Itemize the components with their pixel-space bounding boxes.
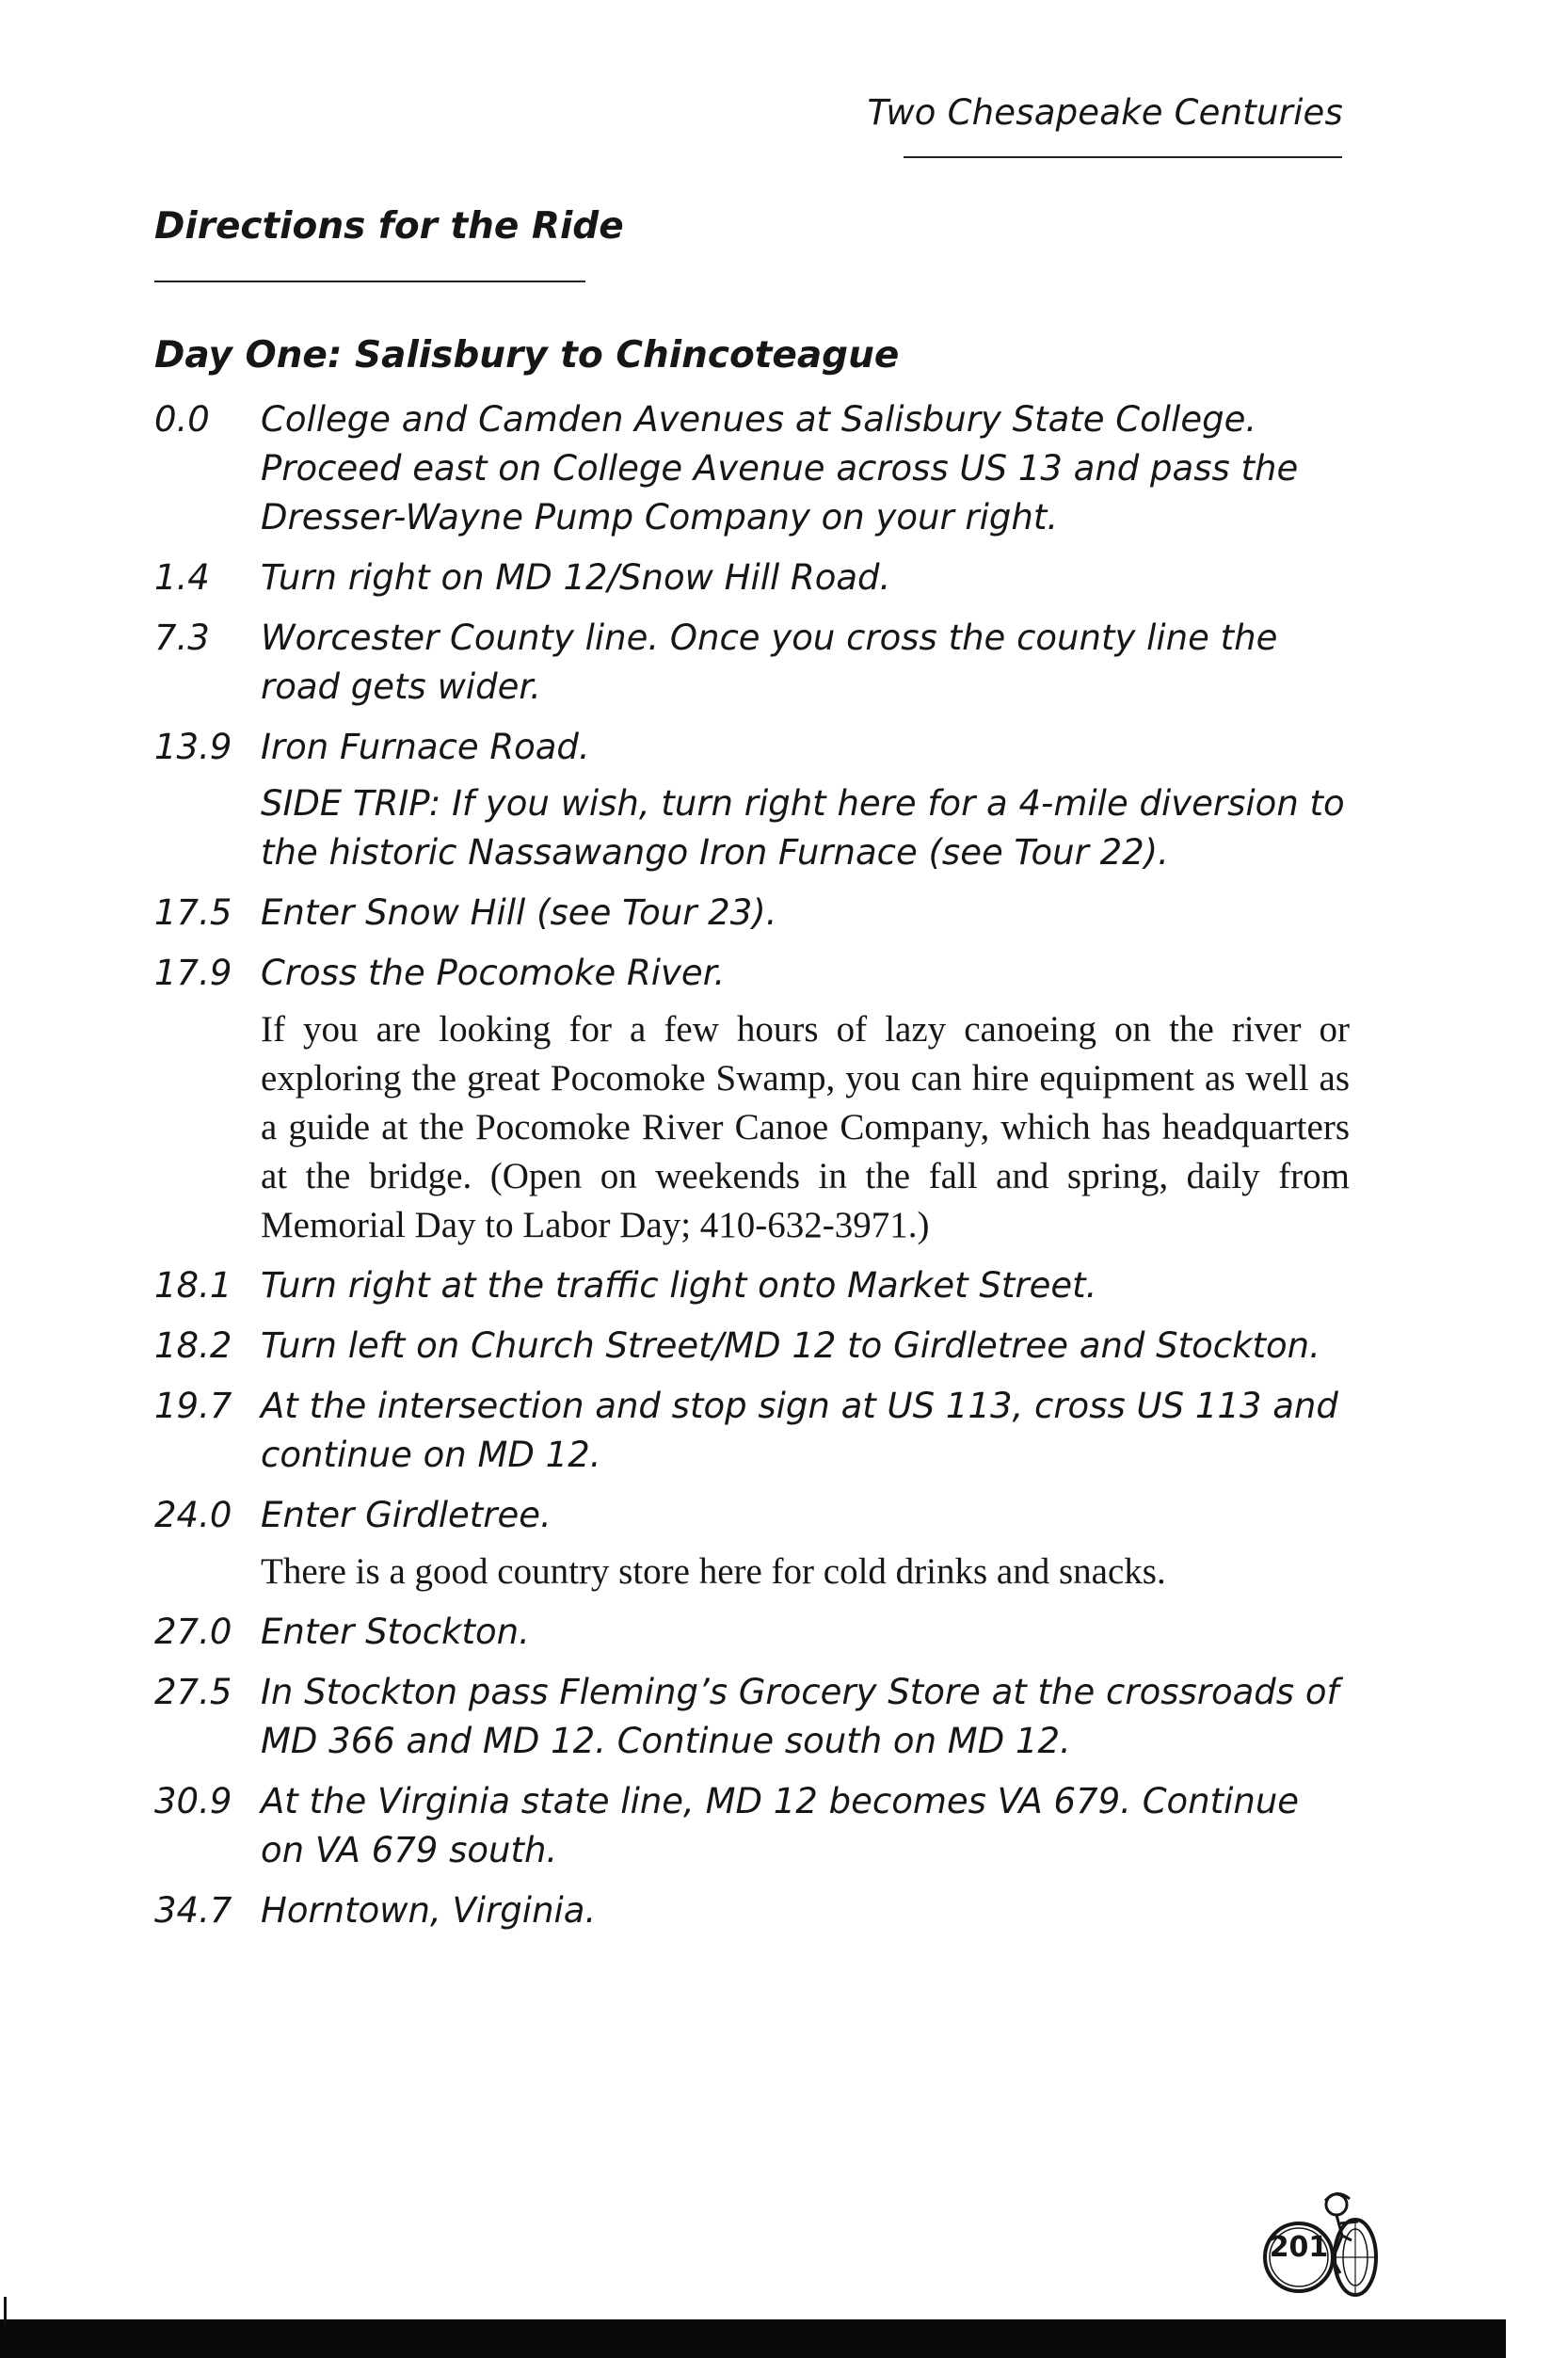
cue-mileage: 17.9 (154, 953, 232, 993)
cue-mileage: 18.1 (154, 1265, 232, 1306)
cue-text: College and Camden Avenues at Salisbury State College. Proceed east on College Avenue across US 13 and pass the Dresser-Wayne Pump Company on your right. (261, 399, 1299, 537)
cue-text: Enter Girdletree. (261, 1495, 552, 1535)
cue-text: At the Virginia state line, MD 12 becomes VA 679. Continue on VA 679 south. (261, 1781, 1300, 1870)
cue-mileage: 13.9 (154, 727, 232, 767)
cue-text: Iron Furnace Road. (261, 727, 590, 767)
section-title: Directions for the Ride (154, 205, 624, 248)
running-head-rule (904, 156, 1342, 158)
cue-mileage: 19.7 (154, 1386, 232, 1426)
page-number: 201 (1269, 2231, 1329, 2264)
cue-mileage: 30.9 (154, 1781, 232, 1821)
cue-item (154, 1886, 1350, 1935)
cue-mileage: 27.5 (154, 1672, 232, 1712)
running-head: Two Chesapeake Centuries (867, 92, 1343, 133)
cue-item (154, 1322, 1350, 1371)
cue-text: Cross the Pocomoke River. (261, 953, 726, 993)
section-title-rule (154, 281, 585, 282)
cue-item (154, 614, 1350, 712)
cue-mileage: 0.0 (154, 399, 210, 440)
cue-mileage: 18.2 (154, 1325, 232, 1366)
side-trip-note: SIDE TRIP: If you wish, turn right here for a 4-mile diversion to the historic Nassawango Iron Furnace (see Tour 22). (261, 783, 1345, 873)
cue-text: Turn right on MD 12/Snow Hill Road. (261, 557, 891, 598)
cue-text: Enter Snow Hill (see Tour 23). (261, 892, 777, 933)
cue-text: Turn left on Church Street/MD 12 to Girdletree and Stockton. (261, 1325, 1320, 1366)
cue-text: Turn right at the traffic light onto Market Street. (261, 1265, 1097, 1306)
cue-text: Enter Stockton. (261, 1612, 530, 1652)
cue-text: Horntown, Virginia. (261, 1890, 597, 1931)
day-title: Day One: Salisbury to Chincoteague (154, 334, 900, 377)
cue-item (154, 1668, 1350, 1766)
cue-item (154, 395, 1350, 542)
page-left-edge-mark (4, 2297, 7, 2325)
cue-text: Worcester County line. Once you cross the county line the road gets wider. (261, 618, 1278, 707)
page-bottom-edge (0, 2319, 1506, 2358)
cue-mileage: 17.5 (154, 892, 232, 933)
cue-item (154, 1491, 1350, 1596)
cue-mileage: 24.0 (154, 1495, 232, 1535)
cue-mileage: 34.7 (154, 1890, 232, 1931)
cue-item (154, 1608, 1350, 1657)
cue-item (154, 1777, 1350, 1875)
cue-item (154, 889, 1350, 938)
cue-note: There is a good country store here for cold drinks and snacks. (261, 1551, 1166, 1592)
cue-item (154, 949, 1350, 1250)
cue-item (154, 553, 1350, 602)
cue-mileage: 27.0 (154, 1612, 232, 1652)
cue-text: At the intersection and stop sign at US 113, cross US 113 and continue on MD 12. (261, 1386, 1338, 1475)
cue-mileage: 7.3 (154, 618, 210, 658)
cue-list (154, 395, 1350, 1947)
cue-mileage: 1.4 (154, 557, 210, 598)
cue-item (154, 1261, 1350, 1310)
cue-item (154, 1382, 1350, 1480)
cue-note: If you are looking for a few hours of lazy canoeing on the river or exploring the great Pocomoke Swamp, you can hire equipment as well as a guide at the Pocomoke River Canoe Company, which has headquarters at the bridge. (Open on weekends in the fall and spring, daily from Memorial Day to Labor Day; 410-632-3971.) (261, 1009, 1350, 1245)
cue-item (154, 723, 1350, 877)
cue-text: In Stockton pass Fleming’s Grocery Store at the crossroads of MD 366 and MD 12. Continue south on MD 12. (261, 1672, 1339, 1761)
